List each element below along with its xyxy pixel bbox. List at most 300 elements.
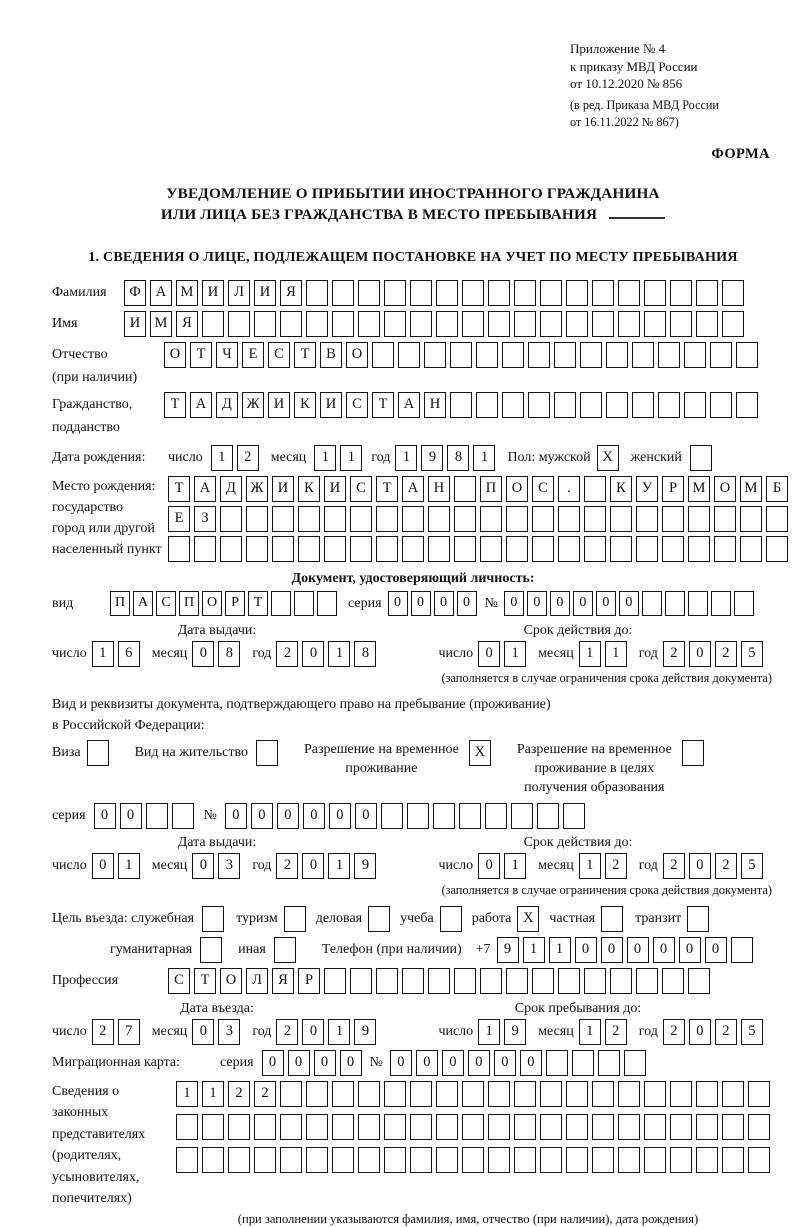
char-cell-given_name-11[interactable]: [410, 311, 432, 337]
char-cell-birthplace2-22[interactable]: [740, 506, 762, 532]
char-cell-mk_number-2[interactable]: 0: [442, 1050, 464, 1076]
char-cell-surname-22[interactable]: [696, 280, 718, 306]
char-cell-birthplace1-17[interactable]: К: [610, 476, 632, 502]
char-cell-phone-3[interactable]: 0: [575, 937, 597, 963]
char-cell-citizenship-5[interactable]: К: [294, 392, 316, 418]
char-cell-profession-6[interactable]: [324, 968, 346, 994]
char-cell-doc_type-9[interactable]: [317, 591, 337, 616]
char-cell-given_name-8[interactable]: [332, 311, 354, 337]
char-cell-doc_series-2[interactable]: 0: [434, 591, 454, 616]
char-cell-entry_year-0[interactable]: 2: [276, 1019, 298, 1045]
char-cell-given_name-20[interactable]: [644, 311, 666, 337]
char-cell-rep_row1-7[interactable]: [358, 1081, 380, 1107]
char-cell-res_issue_year-1[interactable]: 0: [302, 853, 324, 879]
char-cell-patronymic-9[interactable]: [398, 342, 420, 368]
char-cell-birthplace2-10[interactable]: [428, 506, 450, 532]
char-cell-birth_month-1[interactable]: 1: [340, 445, 362, 471]
char-cell-rep_row3-16[interactable]: [592, 1147, 614, 1173]
char-cell-surname-10[interactable]: [384, 280, 406, 306]
char-cell-rep_row2-9[interactable]: [410, 1114, 432, 1140]
char-cell-birthplace1-5[interactable]: К: [298, 476, 320, 502]
char-cell-rep_row2-19[interactable]: [670, 1114, 692, 1140]
char-cell-stay_year-3[interactable]: 5: [741, 1019, 763, 1045]
char-cell-entry_day-1[interactable]: 7: [118, 1019, 140, 1045]
char-cell-rep_row3-12[interactable]: [488, 1147, 510, 1173]
char-cell-birthplace1-1[interactable]: А: [194, 476, 216, 502]
char-cell-entry_year-1[interactable]: 0: [302, 1019, 324, 1045]
char-cell-res_series-1[interactable]: 0: [120, 803, 142, 829]
char-cell-res_number-4[interactable]: 0: [329, 803, 351, 829]
char-cell-rep_row2-2[interactable]: [228, 1114, 250, 1140]
char-cell-rep_row3-11[interactable]: [462, 1147, 484, 1173]
char-cell-doc_issue_year-2[interactable]: 1: [328, 641, 350, 667]
char-cell-birthplace1-4[interactable]: И: [272, 476, 294, 502]
char-cell-citizenship-3[interactable]: Ж: [242, 392, 264, 418]
char-cell-surname-2[interactable]: М: [176, 280, 198, 306]
char-cell-cb_rabota-0[interactable]: X: [517, 906, 539, 932]
char-cell-given_name-7[interactable]: [306, 311, 328, 337]
char-cell-profession-4[interactable]: Я: [272, 968, 294, 994]
char-cell-patronymic-4[interactable]: С: [268, 342, 290, 368]
char-cell-birth_day-0[interactable]: 1: [211, 445, 233, 471]
char-cell-res_exp_year-1[interactable]: 0: [689, 853, 711, 879]
char-cell-rep_row3-4[interactable]: [280, 1147, 302, 1173]
char-cell-res_issue_month-1[interactable]: 3: [218, 853, 240, 879]
char-cell-patronymic-2[interactable]: Ч: [216, 342, 238, 368]
char-cell-surname-3[interactable]: И: [202, 280, 224, 306]
char-cell-citizenship-6[interactable]: И: [320, 392, 342, 418]
char-cell-birthplace3-10[interactable]: [428, 536, 450, 562]
char-cell-birth_year-3[interactable]: 1: [473, 445, 495, 471]
char-cell-cb_chastnaya-0[interactable]: [601, 906, 623, 932]
char-cell-doc_issue_year-3[interactable]: 8: [354, 641, 376, 667]
char-cell-rep_row1-14[interactable]: [540, 1081, 562, 1107]
char-cell-birthplace3-21[interactable]: [714, 536, 736, 562]
char-cell-doc_number-6[interactable]: [642, 591, 662, 616]
char-cell-birthplace3-3[interactable]: [246, 536, 268, 562]
char-cell-citizenship-15[interactable]: [554, 392, 576, 418]
char-cell-given_name-18[interactable]: [592, 311, 614, 337]
char-cell-res_exp_month-0[interactable]: 1: [579, 853, 601, 879]
char-cell-mk_series-0[interactable]: 0: [262, 1050, 284, 1076]
char-cell-res_number-6[interactable]: [381, 803, 403, 829]
char-cell-doc_type-3[interactable]: П: [179, 591, 199, 616]
char-cell-doc_issue_day-0[interactable]: 1: [92, 641, 114, 667]
char-cell-birthplace1-11[interactable]: [454, 476, 476, 502]
char-cell-rep_row2-15[interactable]: [566, 1114, 588, 1140]
char-cell-rep_row1-20[interactable]: [696, 1081, 718, 1107]
char-cell-patronymic-16[interactable]: [580, 342, 602, 368]
char-cell-res_issue_day-0[interactable]: 0: [92, 853, 114, 879]
char-cell-profession-13[interactable]: [506, 968, 528, 994]
char-cell-birth_year-1[interactable]: 9: [421, 445, 443, 471]
char-cell-rep_row1-17[interactable]: [618, 1081, 640, 1107]
char-cell-stay_month-0[interactable]: 1: [579, 1019, 601, 1045]
char-cell-cb_vnzh-0[interactable]: [256, 740, 278, 766]
char-cell-patronymic-19[interactable]: [658, 342, 680, 368]
char-cell-birthplace2-17[interactable]: [610, 506, 632, 532]
char-cell-profession-15[interactable]: [558, 968, 580, 994]
char-cell-rep_row2-7[interactable]: [358, 1114, 380, 1140]
char-cell-birthplace1-2[interactable]: Д: [220, 476, 242, 502]
char-cell-birthplace2-18[interactable]: [636, 506, 658, 532]
char-cell-given_name-9[interactable]: [358, 311, 380, 337]
char-cell-birthplace3-1[interactable]: [194, 536, 216, 562]
char-cell-res_issue_year-3[interactable]: 9: [354, 853, 376, 879]
char-cell-birthplace3-2[interactable]: [220, 536, 242, 562]
char-cell-rep_row1-12[interactable]: [488, 1081, 510, 1107]
char-cell-phone-4[interactable]: 0: [601, 937, 623, 963]
char-cell-rep_row3-21[interactable]: [722, 1147, 744, 1173]
char-cell-surname-14[interactable]: [488, 280, 510, 306]
char-cell-birthplace3-9[interactable]: [402, 536, 424, 562]
char-cell-cb_rvp-0[interactable]: X: [469, 740, 491, 766]
char-cell-res_number-10[interactable]: [485, 803, 507, 829]
char-cell-given_name-6[interactable]: [280, 311, 302, 337]
char-cell-birthplace2-23[interactable]: [766, 506, 788, 532]
char-cell-profession-3[interactable]: Л: [246, 968, 268, 994]
char-cell-res_number-11[interactable]: [511, 803, 533, 829]
char-cell-surname-0[interactable]: Ф: [124, 280, 146, 306]
char-cell-citizenship-17[interactable]: [606, 392, 628, 418]
char-cell-rep_row2-20[interactable]: [696, 1114, 718, 1140]
char-cell-cb_viza-0[interactable]: [87, 740, 109, 766]
char-cell-doc_exp_month-0[interactable]: 1: [579, 641, 601, 667]
char-cell-birthplace3-12[interactable]: [480, 536, 502, 562]
char-cell-rep_row2-0[interactable]: [176, 1114, 198, 1140]
char-cell-res_series-3[interactable]: [172, 803, 194, 829]
char-cell-res_exp_year-2[interactable]: 2: [715, 853, 737, 879]
char-cell-mk_number-5[interactable]: 0: [520, 1050, 542, 1076]
char-cell-res_exp_month-1[interactable]: 2: [605, 853, 627, 879]
char-cell-birthplace1-21[interactable]: О: [714, 476, 736, 502]
char-cell-doc_exp_year-1[interactable]: 0: [689, 641, 711, 667]
char-cell-res_exp_day-0[interactable]: 0: [478, 853, 500, 879]
char-cell-profession-8[interactable]: [376, 968, 398, 994]
char-cell-birthplace3-17[interactable]: [610, 536, 632, 562]
char-cell-birthplace1-14[interactable]: С: [532, 476, 554, 502]
char-cell-profession-11[interactable]: [454, 968, 476, 994]
char-cell-phone-0[interactable]: 9: [497, 937, 519, 963]
char-cell-birth_year-2[interactable]: 8: [447, 445, 469, 471]
char-cell-doc_number-0[interactable]: 0: [504, 591, 524, 616]
char-cell-citizenship-2[interactable]: Д: [216, 392, 238, 418]
char-cell-stay_year-2[interactable]: 2: [715, 1019, 737, 1045]
char-cell-patronymic-7[interactable]: О: [346, 342, 368, 368]
char-cell-birthplace2-9[interactable]: [402, 506, 424, 532]
char-cell-rep_row1-4[interactable]: [280, 1081, 302, 1107]
char-cell-stay_year-0[interactable]: 2: [663, 1019, 685, 1045]
char-cell-rep_row3-15[interactable]: [566, 1147, 588, 1173]
char-cell-patronymic-14[interactable]: [528, 342, 550, 368]
char-cell-rep_row3-17[interactable]: [618, 1147, 640, 1173]
char-cell-patronymic-21[interactable]: [710, 342, 732, 368]
char-cell-rep_row1-16[interactable]: [592, 1081, 614, 1107]
char-cell-cb_rvp_edu-0[interactable]: [682, 740, 704, 766]
char-cell-citizenship-9[interactable]: А: [398, 392, 420, 418]
char-cell-rep_row1-5[interactable]: [306, 1081, 328, 1107]
char-cell-birthplace1-22[interactable]: М: [740, 476, 762, 502]
char-cell-rep_row1-13[interactable]: [514, 1081, 536, 1107]
char-cell-birthplace1-15[interactable]: .: [558, 476, 580, 502]
char-cell-birthplace2-14[interactable]: [532, 506, 554, 532]
char-cell-doc_issue_year-1[interactable]: 0: [302, 641, 324, 667]
char-cell-rep_row2-11[interactable]: [462, 1114, 484, 1140]
char-cell-res_number-0[interactable]: 0: [225, 803, 247, 829]
char-cell-mk_number-1[interactable]: 0: [416, 1050, 438, 1076]
char-cell-doc_series-3[interactable]: 0: [457, 591, 477, 616]
char-cell-cb_delovaya-0[interactable]: [368, 906, 390, 932]
char-cell-given_name-12[interactable]: [436, 311, 458, 337]
char-cell-res_series-2[interactable]: [146, 803, 168, 829]
char-cell-rep_row2-17[interactable]: [618, 1114, 640, 1140]
char-cell-doc_number-10[interactable]: [734, 591, 754, 616]
char-cell-birthplace1-10[interactable]: Н: [428, 476, 450, 502]
char-cell-mk_series-2[interactable]: 0: [314, 1050, 336, 1076]
char-cell-mk_number-0[interactable]: 0: [390, 1050, 412, 1076]
char-cell-birthplace1-3[interactable]: Ж: [246, 476, 268, 502]
char-cell-rep_row1-15[interactable]: [566, 1081, 588, 1107]
char-cell-res_number-7[interactable]: [407, 803, 429, 829]
char-cell-sex_female-0[interactable]: [690, 445, 712, 471]
char-cell-mk_number-3[interactable]: 0: [468, 1050, 490, 1076]
char-cell-citizenship-18[interactable]: [632, 392, 654, 418]
char-cell-cb_ucheba-0[interactable]: [440, 906, 462, 932]
char-cell-birthplace2-19[interactable]: [662, 506, 684, 532]
char-cell-given_name-17[interactable]: [566, 311, 588, 337]
char-cell-birth_day-1[interactable]: 2: [237, 445, 259, 471]
char-cell-rep_row1-2[interactable]: 2: [228, 1081, 250, 1107]
char-cell-patronymic-0[interactable]: О: [164, 342, 186, 368]
char-cell-rep_row1-10[interactable]: [436, 1081, 458, 1107]
char-cell-rep_row2-16[interactable]: [592, 1114, 614, 1140]
char-cell-birthplace3-13[interactable]: [506, 536, 528, 562]
char-cell-mk_number-4[interactable]: 0: [494, 1050, 516, 1076]
char-cell-doc_exp_year-2[interactable]: 2: [715, 641, 737, 667]
char-cell-given_name-3[interactable]: [202, 311, 224, 337]
char-cell-birthplace2-21[interactable]: [714, 506, 736, 532]
char-cell-res_number-13[interactable]: [563, 803, 585, 829]
char-cell-mk_number-6[interactable]: [546, 1050, 568, 1076]
char-cell-patronymic-8[interactable]: [372, 342, 394, 368]
char-cell-cb_inaya-0[interactable]: [274, 937, 296, 963]
char-cell-birthplace1-6[interactable]: И: [324, 476, 346, 502]
char-cell-rep_row1-6[interactable]: [332, 1081, 354, 1107]
char-cell-cb_gumanitarnaya-0[interactable]: [200, 937, 222, 963]
char-cell-profession-12[interactable]: [480, 968, 502, 994]
char-cell-birthplace3-15[interactable]: [558, 536, 580, 562]
char-cell-profession-19[interactable]: [662, 968, 684, 994]
char-cell-stay_day-0[interactable]: 1: [478, 1019, 500, 1045]
char-cell-res_number-3[interactable]: 0: [303, 803, 325, 829]
char-cell-given_name-10[interactable]: [384, 311, 406, 337]
char-cell-patronymic-1[interactable]: Т: [190, 342, 212, 368]
char-cell-rep_row3-22[interactable]: [748, 1147, 770, 1173]
char-cell-mk_number-7[interactable]: [572, 1050, 594, 1076]
char-cell-rep_row2-8[interactable]: [384, 1114, 406, 1140]
char-cell-phone-6[interactable]: 0: [653, 937, 675, 963]
char-cell-profession-20[interactable]: [688, 968, 710, 994]
char-cell-birthplace3-23[interactable]: [766, 536, 788, 562]
char-cell-doc_number-8[interactable]: [688, 591, 708, 616]
char-cell-given_name-2[interactable]: Я: [176, 311, 198, 337]
char-cell-given_name-14[interactable]: [488, 311, 510, 337]
char-cell-birthplace2-11[interactable]: [454, 506, 476, 532]
char-cell-given_name-13[interactable]: [462, 311, 484, 337]
char-cell-res_exp_day-1[interactable]: 1: [504, 853, 526, 879]
char-cell-patronymic-10[interactable]: [424, 342, 446, 368]
char-cell-birthplace3-7[interactable]: [350, 536, 372, 562]
char-cell-surname-12[interactable]: [436, 280, 458, 306]
char-cell-doc_number-7[interactable]: [665, 591, 685, 616]
char-cell-citizenship-8[interactable]: Т: [372, 392, 394, 418]
char-cell-rep_row1-9[interactable]: [410, 1081, 432, 1107]
char-cell-res_series-0[interactable]: 0: [94, 803, 116, 829]
char-cell-birthplace3-5[interactable]: [298, 536, 320, 562]
char-cell-rep_row1-21[interactable]: [722, 1081, 744, 1107]
char-cell-phone-9[interactable]: [731, 937, 753, 963]
char-cell-phone-8[interactable]: 0: [705, 937, 727, 963]
char-cell-given_name-5[interactable]: [254, 311, 276, 337]
char-cell-surname-7[interactable]: [306, 280, 328, 306]
char-cell-profession-18[interactable]: [636, 968, 658, 994]
char-cell-doc_series-0[interactable]: 0: [388, 591, 408, 616]
char-cell-cb_tranzit-0[interactable]: [687, 906, 709, 932]
char-cell-patronymic-12[interactable]: [476, 342, 498, 368]
char-cell-given_name-0[interactable]: И: [124, 311, 146, 337]
char-cell-surname-19[interactable]: [618, 280, 640, 306]
char-cell-birthplace2-0[interactable]: Е: [168, 506, 190, 532]
char-cell-birthplace1-19[interactable]: Р: [662, 476, 684, 502]
char-cell-rep_row3-5[interactable]: [306, 1147, 328, 1173]
char-cell-surname-23[interactable]: [722, 280, 744, 306]
char-cell-birthplace2-7[interactable]: [350, 506, 372, 532]
char-cell-cb_sluzhebnaya-0[interactable]: [202, 906, 224, 932]
char-cell-rep_row2-1[interactable]: [202, 1114, 224, 1140]
char-cell-rep_row1-11[interactable]: [462, 1081, 484, 1107]
char-cell-birthplace1-20[interactable]: М: [688, 476, 710, 502]
char-cell-birthplace1-13[interactable]: О: [506, 476, 528, 502]
char-cell-patronymic-22[interactable]: [736, 342, 758, 368]
char-cell-rep_row3-20[interactable]: [696, 1147, 718, 1173]
char-cell-profession-17[interactable]: [610, 968, 632, 994]
char-cell-given_name-4[interactable]: [228, 311, 250, 337]
char-cell-birthplace2-3[interactable]: [246, 506, 268, 532]
char-cell-rep_row2-12[interactable]: [488, 1114, 510, 1140]
char-cell-cb_turizm-0[interactable]: [284, 906, 306, 932]
char-cell-surname-21[interactable]: [670, 280, 692, 306]
char-cell-citizenship-16[interactable]: [580, 392, 602, 418]
char-cell-rep_row1-18[interactable]: [644, 1081, 666, 1107]
char-cell-birthplace1-23[interactable]: Б: [766, 476, 788, 502]
char-cell-given_name-21[interactable]: [670, 311, 692, 337]
char-cell-rep_row3-14[interactable]: [540, 1147, 562, 1173]
char-cell-birthplace3-6[interactable]: [324, 536, 346, 562]
char-cell-rep_row3-7[interactable]: [358, 1147, 380, 1173]
char-cell-doc_number-9[interactable]: [711, 591, 731, 616]
char-cell-res_number-12[interactable]: [537, 803, 559, 829]
char-cell-res_number-1[interactable]: 0: [251, 803, 273, 829]
char-cell-surname-11[interactable]: [410, 280, 432, 306]
char-cell-birthplace1-0[interactable]: Т: [168, 476, 190, 502]
char-cell-rep_row3-8[interactable]: [384, 1147, 406, 1173]
char-cell-birthplace3-18[interactable]: [636, 536, 658, 562]
char-cell-rep_row1-8[interactable]: [384, 1081, 406, 1107]
char-cell-res_number-8[interactable]: [433, 803, 455, 829]
char-cell-doc_type-7[interactable]: [271, 591, 291, 616]
char-cell-patronymic-11[interactable]: [450, 342, 472, 368]
char-cell-rep_row2-5[interactable]: [306, 1114, 328, 1140]
char-cell-rep_row3-1[interactable]: [202, 1147, 224, 1173]
char-cell-doc_number-5[interactable]: 0: [619, 591, 639, 616]
char-cell-res_issue_month-0[interactable]: 0: [192, 853, 214, 879]
char-cell-citizenship-10[interactable]: Н: [424, 392, 446, 418]
char-cell-rep_row2-10[interactable]: [436, 1114, 458, 1140]
char-cell-res_exp_year-3[interactable]: 5: [741, 853, 763, 879]
char-cell-rep_row1-0[interactable]: 1: [176, 1081, 198, 1107]
char-cell-given_name-15[interactable]: [514, 311, 536, 337]
char-cell-birthplace2-4[interactable]: [272, 506, 294, 532]
char-cell-doc_issue_month-1[interactable]: 8: [218, 641, 240, 667]
char-cell-given_name-16[interactable]: [540, 311, 562, 337]
char-cell-profession-2[interactable]: О: [220, 968, 242, 994]
char-cell-citizenship-7[interactable]: С: [346, 392, 368, 418]
char-cell-rep_row2-13[interactable]: [514, 1114, 536, 1140]
char-cell-citizenship-14[interactable]: [528, 392, 550, 418]
char-cell-citizenship-0[interactable]: Т: [164, 392, 186, 418]
char-cell-rep_row3-13[interactable]: [514, 1147, 536, 1173]
char-cell-doc_type-2[interactable]: С: [156, 591, 176, 616]
char-cell-stay_day-1[interactable]: 9: [504, 1019, 526, 1045]
char-cell-birthplace3-20[interactable]: [688, 536, 710, 562]
char-cell-patronymic-5[interactable]: Т: [294, 342, 316, 368]
char-cell-patronymic-17[interactable]: [606, 342, 628, 368]
char-cell-profession-10[interactable]: [428, 968, 450, 994]
char-cell-phone-1[interactable]: 1: [523, 937, 545, 963]
char-cell-res_number-9[interactable]: [459, 803, 481, 829]
char-cell-doc_exp_day-0[interactable]: 0: [478, 641, 500, 667]
char-cell-mk_series-3[interactable]: 0: [340, 1050, 362, 1076]
char-cell-rep_row3-0[interactable]: [176, 1147, 198, 1173]
char-cell-res_issue_year-2[interactable]: 1: [328, 853, 350, 879]
char-cell-birthplace1-7[interactable]: С: [350, 476, 372, 502]
char-cell-rep_row2-3[interactable]: [254, 1114, 276, 1140]
char-cell-birthplace2-12[interactable]: [480, 506, 502, 532]
char-cell-rep_row2-6[interactable]: [332, 1114, 354, 1140]
char-cell-birthplace2-15[interactable]: [558, 506, 580, 532]
char-cell-surname-20[interactable]: [644, 280, 666, 306]
char-cell-doc_number-4[interactable]: 0: [596, 591, 616, 616]
char-cell-profession-0[interactable]: С: [168, 968, 190, 994]
char-cell-profession-1[interactable]: Т: [194, 968, 216, 994]
char-cell-birthplace3-22[interactable]: [740, 536, 762, 562]
char-cell-birthplace2-1[interactable]: З: [194, 506, 216, 532]
char-cell-doc_issue_year-0[interactable]: 2: [276, 641, 298, 667]
char-cell-doc_number-3[interactable]: 0: [573, 591, 593, 616]
char-cell-rep_row2-18[interactable]: [644, 1114, 666, 1140]
char-cell-birthplace1-16[interactable]: [584, 476, 606, 502]
char-cell-surname-9[interactable]: [358, 280, 380, 306]
char-cell-doc_type-0[interactable]: П: [110, 591, 130, 616]
char-cell-surname-16[interactable]: [540, 280, 562, 306]
char-cell-surname-17[interactable]: [566, 280, 588, 306]
char-cell-rep_row3-9[interactable]: [410, 1147, 432, 1173]
char-cell-mk_series-1[interactable]: 0: [288, 1050, 310, 1076]
char-cell-entry_day-0[interactable]: 2: [92, 1019, 114, 1045]
char-cell-citizenship-12[interactable]: [476, 392, 498, 418]
char-cell-stay_month-1[interactable]: 2: [605, 1019, 627, 1045]
char-cell-doc_type-5[interactable]: Р: [225, 591, 245, 616]
